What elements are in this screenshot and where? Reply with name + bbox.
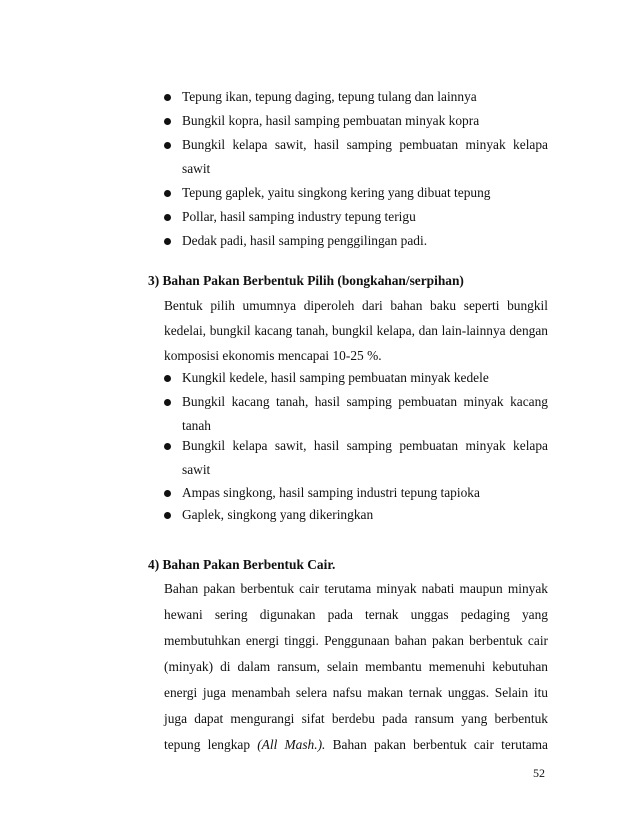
italic-term: (All Mash.). (257, 737, 326, 752)
bullet-dot (164, 399, 171, 406)
paragraph-line: Bahan pakan berbentuk cair terutama minyak nabati maupun minyak (164, 581, 548, 596)
list-item: Bungkil kopra, hasil samping pembuatan minyak kopra (182, 113, 480, 128)
page-number: 52 (533, 766, 545, 780)
text-segment: Bahan pakan berbentuk cair terutama (325, 737, 548, 752)
bullet-dot (164, 94, 171, 101)
list-item: Kungkil kedele, hasil samping pembuatan minyak kedele (182, 370, 489, 385)
list-item: Ampas singkong, hasil samping industri tepung tapioka (182, 485, 480, 500)
list-item-continuation: tanah (182, 418, 211, 433)
bullet-dot (164, 375, 171, 382)
bullet-dot (164, 190, 171, 197)
list-item: Gaplek, singkong yang dikeringkan (182, 507, 374, 522)
bullet-dot (164, 118, 171, 125)
list-item: Bungkil kacang tanah, hasil samping pembuatan minyak kacang (182, 394, 548, 409)
paragraph-line: membutuhkan energi tinggi. Penggunaan bahan pakan berbentuk cair (164, 633, 548, 648)
bullet-dot (164, 214, 171, 221)
paragraph-line: hewani sering digunakan pada ternak unggas pedaging yang (164, 607, 548, 622)
paragraph-line: energi juga menambah selera nafsu makan ternak unggas. Selain itu (164, 685, 548, 700)
text-segment: tepung lengkap (164, 737, 258, 752)
bullet-dot (164, 512, 171, 519)
list-item: Dedak padi, hasil samping penggilingan padi. (182, 233, 428, 248)
section-heading-4: 4) Bahan Pakan Berbentuk Cair. (148, 557, 336, 572)
bullet-dot (164, 490, 171, 497)
list-item-continuation: sawit (182, 161, 211, 176)
list-item: Tepung gaplek, yaitu singkong kering yang dibuat tepung (182, 185, 491, 200)
paragraph-line: komposisi ekonomis mencapai 10-25 %. (164, 348, 382, 363)
list-item: Bungkil kelapa sawit, hasil samping pembuatan minyak kelapa (182, 137, 548, 152)
paragraph-line: Bentuk pilih umumnya diperoleh dari bahan baku seperti bungkil (164, 298, 548, 313)
list-item-continuation: sawit (182, 462, 211, 477)
paragraph-line-last (164, 736, 548, 754)
paragraph-line: juga dapat mengurangi sifat berdebu pada ransum yang berbentuk (164, 711, 548, 726)
list-item: Pollar, hasil samping industry tepung terigu (182, 209, 416, 224)
paragraph-line: (minyak) di dalam ransum, selain membantu memenuhi kebutuhan (164, 659, 548, 674)
bullet-dot (164, 142, 171, 149)
bullet-dot (164, 238, 171, 245)
list-item: Tepung ikan, tepung daging, tepung tulang dan lainnya (182, 89, 477, 104)
bullet-dot (164, 443, 171, 450)
section-heading-3: 3) Bahan Pakan Berbentuk Pilih (bongkahan/serpihan) (148, 273, 464, 288)
list-item: Bungkil kelapa sawit, hasil samping pembuatan minyak kelapa (182, 438, 548, 453)
paragraph-line: kedelai, bungkil kacang tanah, bungkil kelapa, dan lain-lainnya dengan (164, 323, 548, 338)
